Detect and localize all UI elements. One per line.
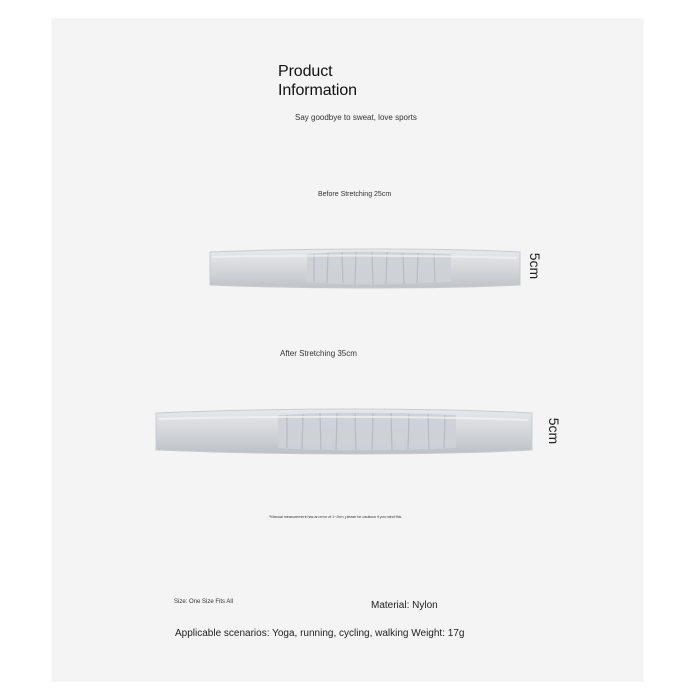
width-after-label: 5cm (546, 417, 562, 445)
headband-after-image (152, 405, 536, 457)
before-stretch-label: Before Stretching 25cm (318, 191, 392, 198)
subtitle: Say goodbye to sweat, love sports (295, 113, 417, 122)
title-line-2: Information (278, 82, 357, 99)
material-text: Material: Nylon (371, 600, 438, 611)
measurement-note: *Manual measurement has an error of 1~2cm, please be cautious if you mind this (269, 514, 402, 519)
title-line-1: Product (278, 63, 333, 80)
scenarios-text: Applicable scenarios: Yoga, running, cycling, walking Weight: 17g (175, 628, 465, 639)
headband-before-image (206, 246, 524, 290)
after-stretch-label: After Stretching 35cm (280, 349, 357, 358)
page-title (278, 62, 357, 100)
width-before-label: 5cm (527, 252, 543, 280)
size-text: Size: One Size Fits All (174, 599, 234, 605)
